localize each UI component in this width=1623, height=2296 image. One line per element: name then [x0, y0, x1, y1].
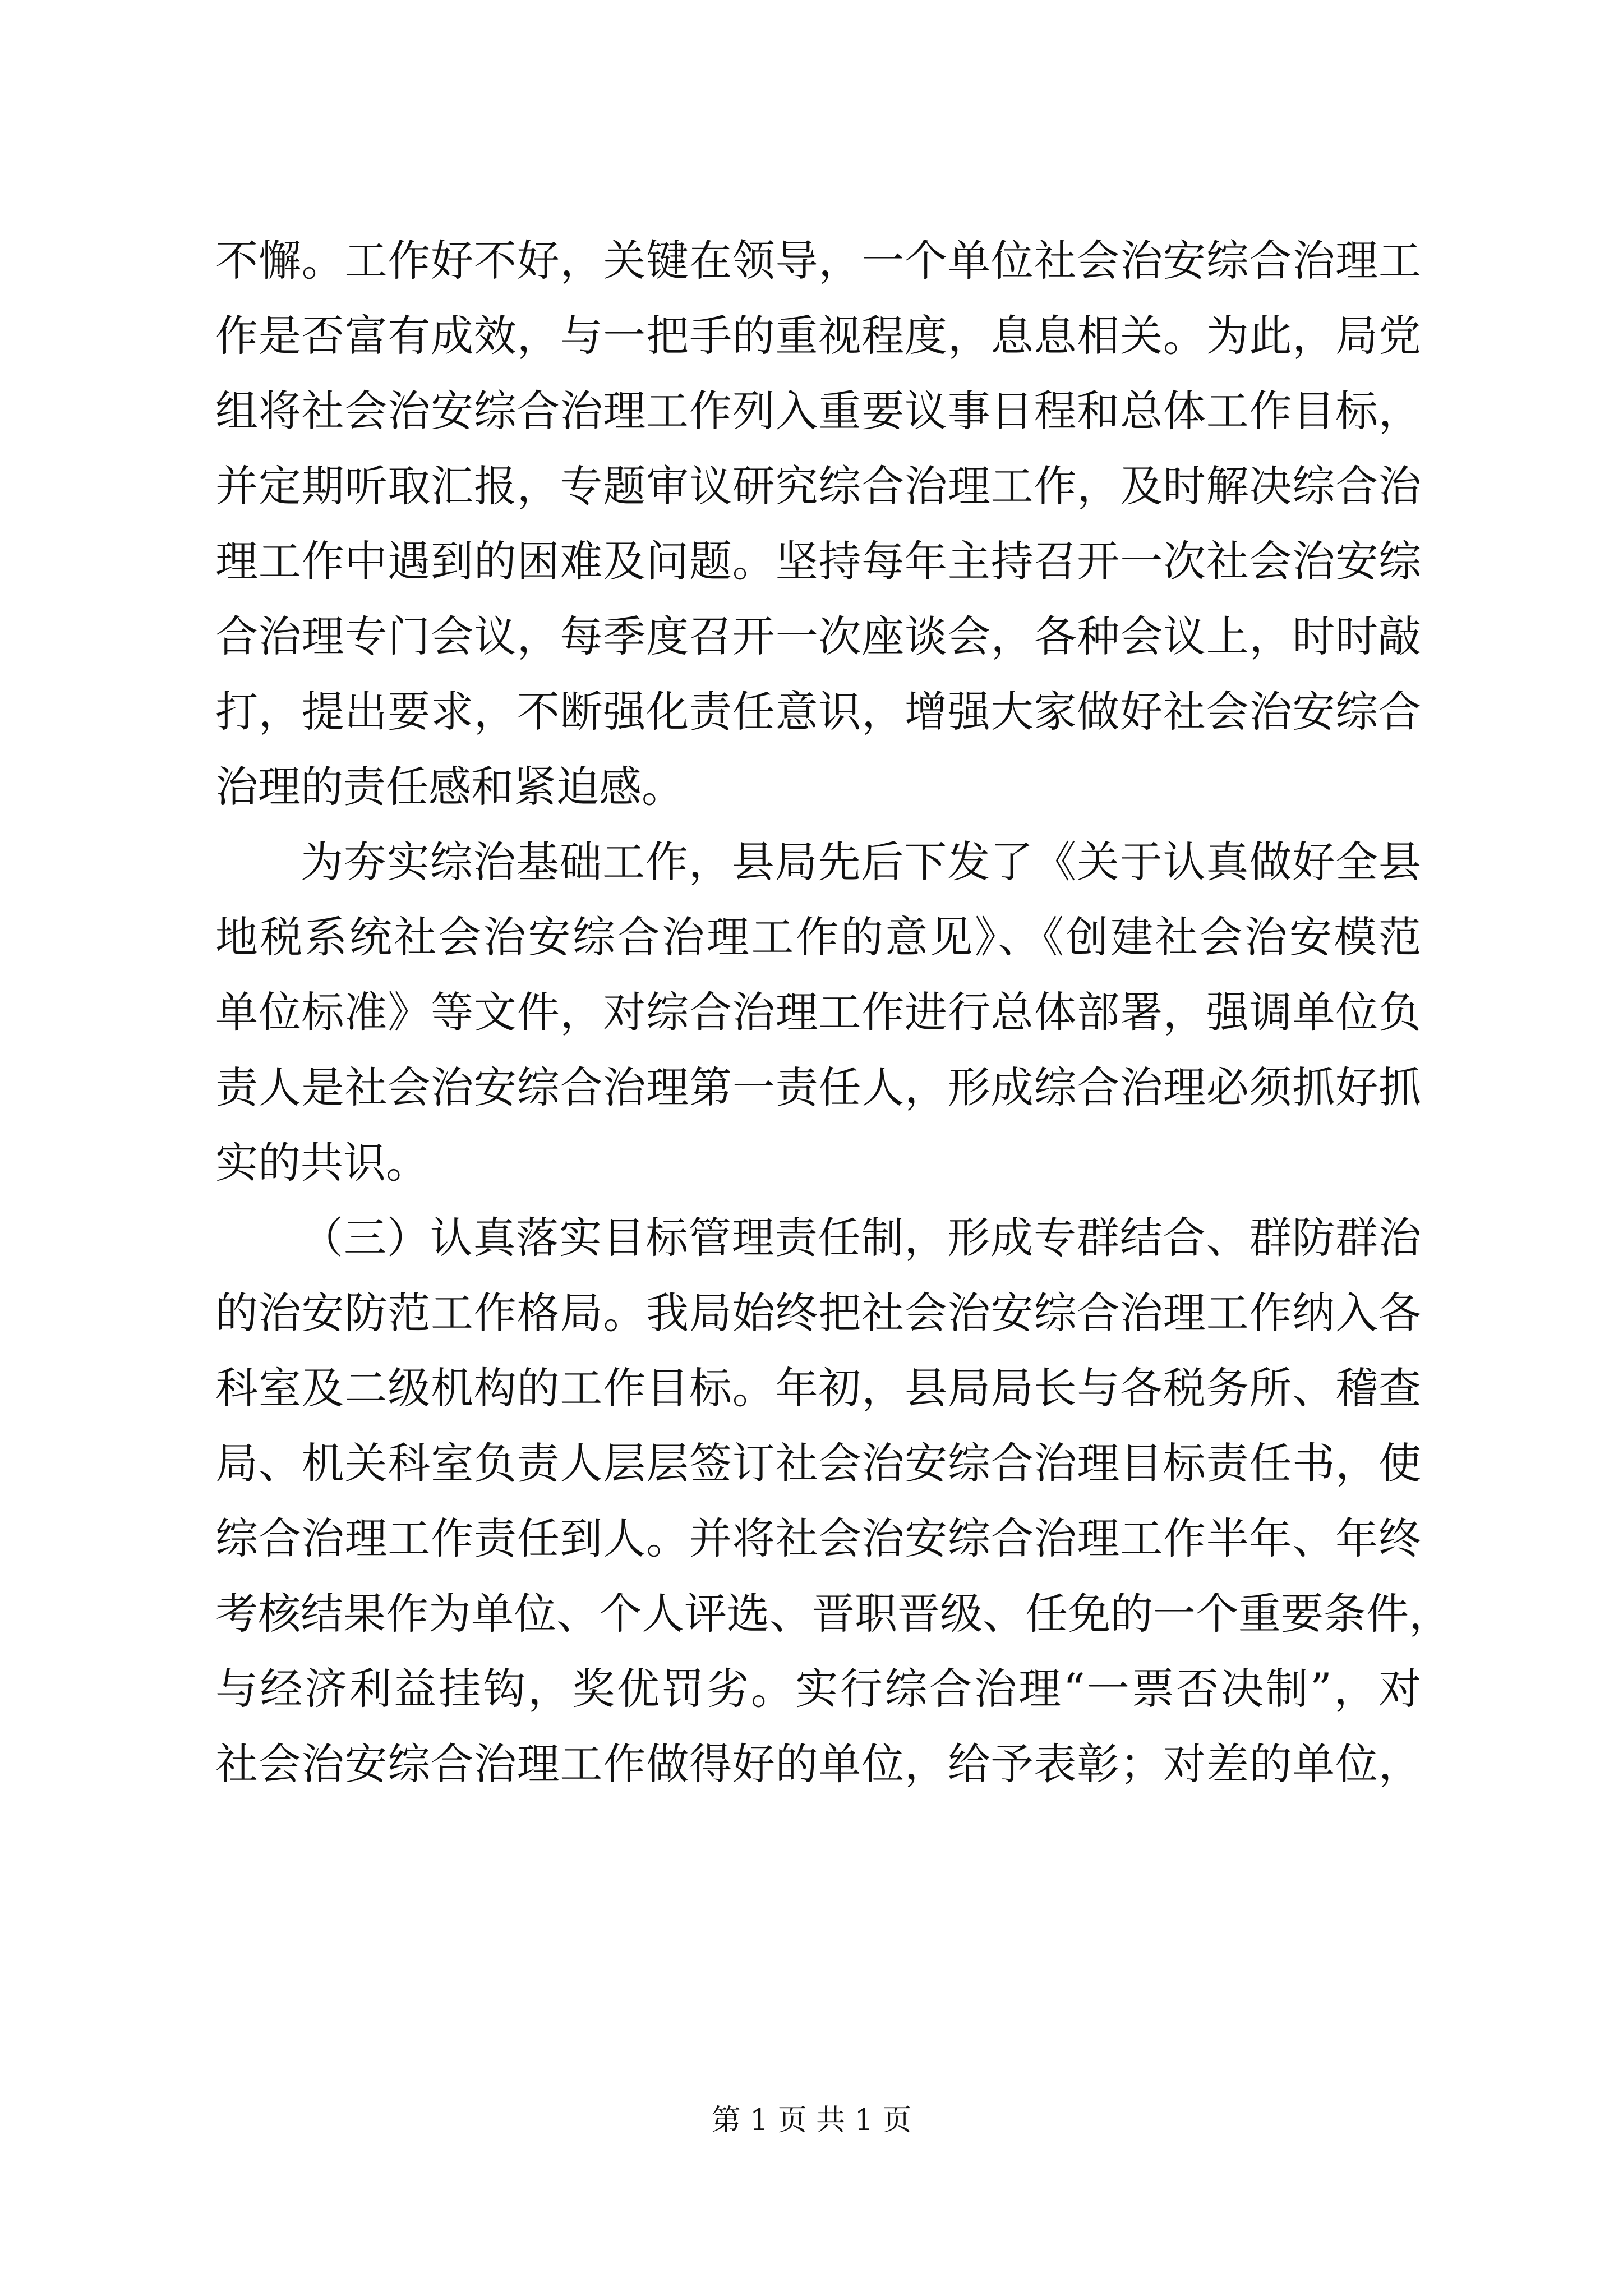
text-line: 的治安防范工作格局。我局始终把社会治安综合治理工作纳入各: [215, 1288, 1421, 1338]
text-line: 并定期听取汇报，专题审议研究综合治理工作，及时解决综合治: [215, 461, 1421, 511]
text-line: 科室及二级机构的工作目标。年初，县局局长与各税务所、稽查: [215, 1363, 1421, 1413]
text-line: 不懈。工作好不好，关键在领导，一个单位社会治安综合治理工: [215, 236, 1421, 286]
text-line: 作是否富有成效，与一把手的重视程度，息息相关。为此，局党: [215, 311, 1421, 361]
text-line: 合治理专门会议，每季度召开一次座谈会，各种会议上，时时敲: [215, 611, 1421, 661]
text-line: （三）认真落实目标管理责任制，形成专群结合、群防群治: [301, 1213, 1421, 1263]
text-line: 责人是社会治安综合治理第一责任人，形成综合治理必须抓好抓: [215, 1062, 1421, 1112]
text-line: 实的共识。: [215, 1138, 428, 1188]
text-line: 地税系统社会治安综合治理工作的意见》、《创建社会治安模范: [215, 912, 1421, 962]
text-line: 治理的责任感和紧迫感。: [215, 762, 684, 812]
text-line: 打，提出要求，不断强化责任意识，增强大家做好社会治安综合: [215, 687, 1421, 737]
text-line: 为夯实综治基础工作，县局先后下发了《关于认真做好全县: [301, 837, 1421, 887]
paragraph-3: [215, 1200, 1451, 1802]
paragraph-1: [215, 223, 1421, 825]
text-line: 单位标准》等文件，对综合治理工作进行总体部署，强调单位负: [215, 987, 1421, 1037]
page-number-footer: 第 1 页 共 1 页: [711, 2104, 912, 2137]
text-line: 组将社会治安综合治理工作列入重要议事日程和总体工作目标，: [215, 386, 1421, 436]
text-line: 考核结果作为单位、个人评选、晋职晋级、任免的一个重要条件，: [215, 1589, 1451, 1639]
text-line: 局、机关科室负责人层层签订社会治安综合治理目标责任书，使: [215, 1438, 1421, 1488]
text-line: 综合治理工作责任到人。并将社会治安综合治理工作半年、年终: [215, 1513, 1421, 1563]
text-line: 理工作中遇到的困难及问题。坚持每年主持召开一次社会治安综: [215, 536, 1421, 586]
paragraph-2: [215, 825, 1421, 1200]
document-body: [215, 223, 1451, 1802]
text-line: 与经济利益挂钩，奖优罚劣。实行综合治理“一票否决制”，对: [215, 1664, 1421, 1714]
text-line: 社会治安综合治理工作做得好的单位，给予表彰；对差的单位，: [215, 1739, 1421, 1789]
